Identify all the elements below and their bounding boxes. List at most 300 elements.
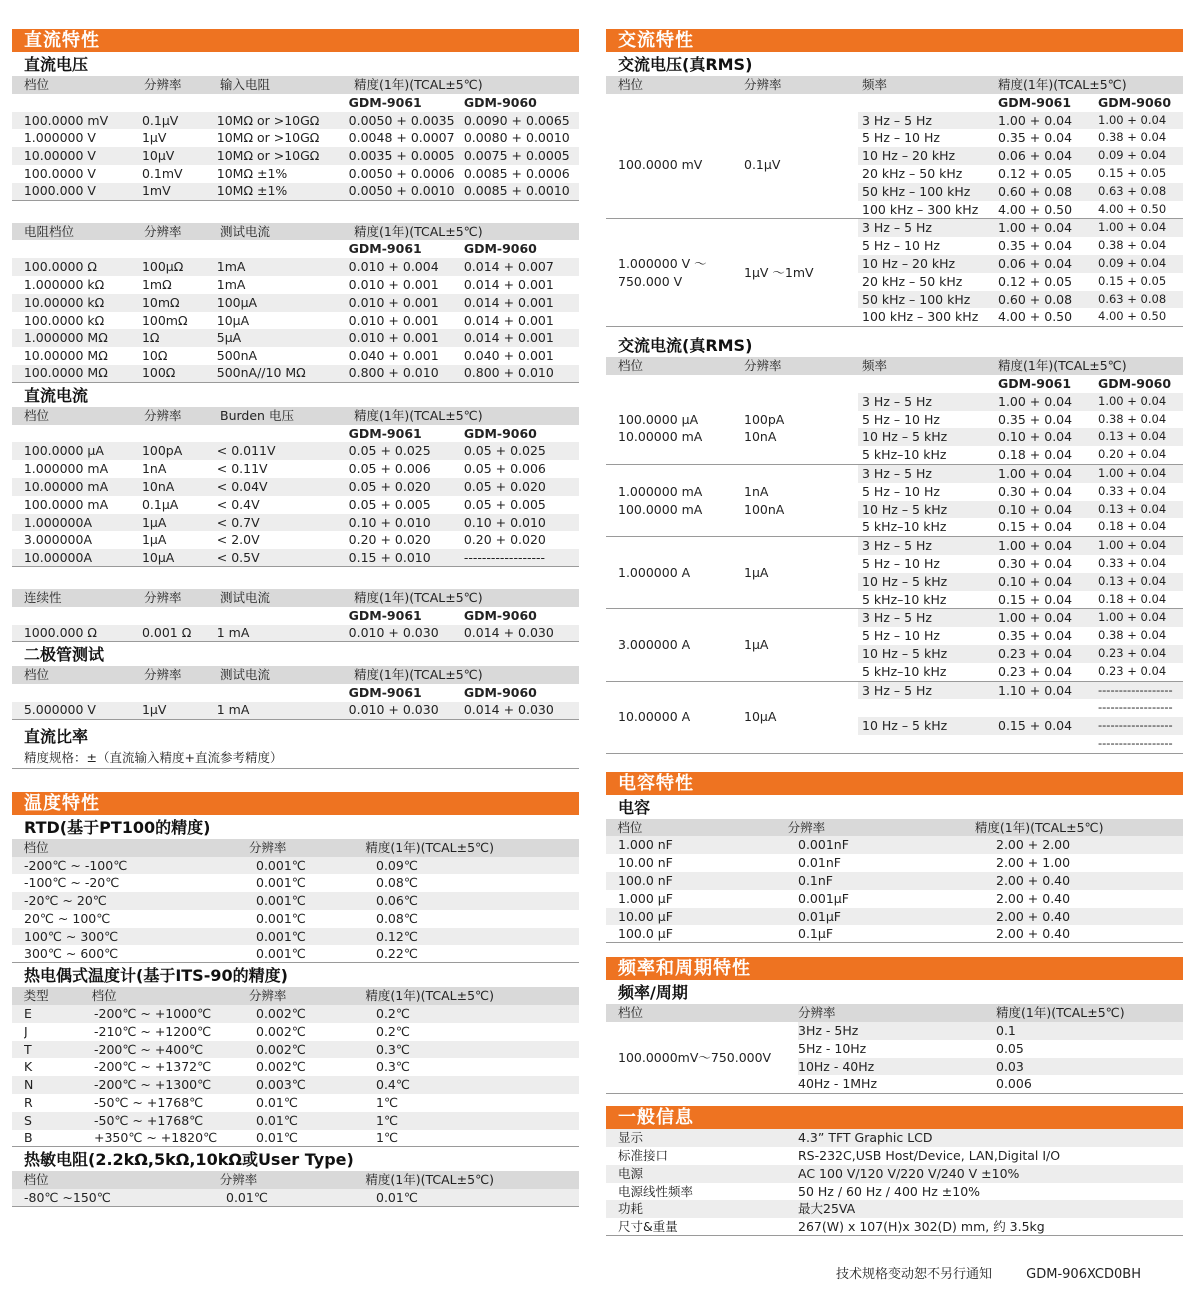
table-cell: 0.800 + 0.010 <box>463 365 554 381</box>
table-cell: < 0.4V <box>216 496 260 512</box>
table-cell: -50℃ ~ +1768℃ <box>94 1095 204 1111</box>
table-cell: 1mA <box>216 259 246 275</box>
freq-band: 3 Hz – 5 Hz <box>862 610 932 626</box>
rtd-table <box>12 839 579 964</box>
table-cell: 0.014 + 0.001 <box>463 330 554 346</box>
column-header: 精度(1年)(TCAL±5℃) <box>998 77 1127 92</box>
table-cell: 100.0000 V <box>23 165 96 181</box>
range-value: 10.00000 mA <box>618 429 703 445</box>
table-cell: 0.1μA <box>141 496 179 512</box>
column-header: 分辨率 <box>144 223 182 239</box>
range-value: 10.00000 A <box>618 709 691 725</box>
column-header: 档位 <box>23 1172 49 1188</box>
column-header: 分辨率 <box>787 819 826 835</box>
table-row <box>12 874 579 892</box>
table-cell: N <box>24 1077 34 1093</box>
table-cell: 0.001℃ <box>256 910 306 926</box>
accuracy-9061: 0.35 + 0.04 <box>998 628 1073 644</box>
table-cell: 0.01℃ <box>256 1130 298 1146</box>
freq-band: 5 Hz – 10 Hz <box>862 411 940 427</box>
model-name: GDM-9061 <box>348 241 422 257</box>
table-cell: 0.010 + 0.030 <box>348 625 439 641</box>
table-cell: < 2.0V <box>216 532 260 548</box>
freq-band: 10 Hz – 5 kHz <box>862 718 948 734</box>
table-cell: -200℃ ~ +1372℃ <box>94 1059 212 1075</box>
table-row <box>12 460 579 478</box>
table-cell: 100pA <box>141 443 183 459</box>
table-cell: 0.3℃ <box>376 1041 410 1057</box>
column-header: 精度(1年)(TCAL±5℃) <box>365 839 494 855</box>
column-header: 分辨率 <box>144 77 182 92</box>
freq-row <box>858 483 1183 501</box>
table-cell: 0.0050 + 0.0035 <box>348 112 455 128</box>
freq-row <box>798 1075 1183 1093</box>
table-cell: 1 mA <box>216 702 250 718</box>
ac-voltage-title: 交流电压(真RMS) <box>618 55 753 74</box>
accuracy-9060: 1.00 + 0.04 <box>1098 538 1167 553</box>
accuracy-9061: 0.06 + 0.04 <box>998 148 1073 164</box>
column-header: 精度(1年)(TCAL±5℃) <box>354 589 483 605</box>
freq-row <box>858 645 1183 663</box>
table-cell: 100.0000 mV <box>23 112 109 128</box>
table-row <box>12 112 579 130</box>
table-cell: 0.001℃ <box>256 857 306 873</box>
freq-row <box>858 573 1183 591</box>
dc-section-header: 直流特性 <box>12 29 579 52</box>
freq-band: 5 kHz–10 kHz <box>862 519 947 535</box>
resolution-value: 100pA <box>744 411 785 427</box>
ac-current-title: 交流电流(真RMS) <box>618 336 753 356</box>
table-cell: 0.003℃ <box>256 1077 306 1093</box>
table-cell: +350℃ ~ +1820℃ <box>94 1130 218 1146</box>
table-cell: 1mA <box>216 276 246 292</box>
table-cell: 1.000 nF <box>618 837 673 853</box>
freq-band: 5 Hz – 10 Hz <box>862 628 940 644</box>
table-cell: 0.22℃ <box>376 945 418 961</box>
freq-row <box>858 428 1183 446</box>
freq-band: 50 kHz – 100 kHz <box>862 183 971 199</box>
table-row <box>12 312 579 330</box>
table-cell: 1nA <box>141 461 167 477</box>
table-cell: 1μV <box>141 130 167 146</box>
ac-current-table <box>606 357 1183 754</box>
dc-ratio-text: 精度规格：±（直流输入精度+直流参考精度） <box>12 748 579 769</box>
resistance-table <box>12 223 579 383</box>
table-cell: 10μA <box>216 312 250 328</box>
model-name: GDM-9060 <box>463 241 537 257</box>
accuracy-9060: 1.00 + 0.04 <box>1098 610 1167 625</box>
accuracy-9061: 0.10 + 0.04 <box>998 501 1073 517</box>
freq-band: 5 Hz – 10 Hz <box>862 130 940 146</box>
freq-row <box>858 518 1183 536</box>
table-cell: K <box>24 1059 33 1075</box>
table-cell: -200℃ ~ +1300℃ <box>94 1077 212 1093</box>
cap-section-header: 电容特性 <box>606 772 1183 795</box>
info-row <box>606 1129 1183 1147</box>
table-header-row <box>12 223 579 241</box>
table-cell: 0.800 + 0.010 <box>348 365 439 381</box>
table-row <box>12 442 579 460</box>
table-cell: 0.06℃ <box>376 893 418 909</box>
table-cell: 0.08℃ <box>376 910 418 926</box>
table-cell: 100μA <box>216 294 258 310</box>
freq-band: 10 Hz – 20 kHz <box>862 148 956 164</box>
freq-band: 10 Hz – 5 kHz <box>862 501 948 517</box>
table-row <box>12 1041 579 1059</box>
info-row <box>606 1165 1183 1183</box>
table-cell: B <box>24 1130 33 1146</box>
column-header: 档位 <box>618 1005 644 1021</box>
freq-band: 3Hz - 5Hz <box>798 1023 859 1039</box>
accuracy-9061: 1.00 + 0.04 <box>998 465 1073 481</box>
freq-band: 50 kHz – 100 kHz <box>862 291 971 307</box>
table-cell: 300℃ ~ 600℃ <box>24 945 119 961</box>
table-cell: 10.00000 V <box>23 148 96 164</box>
freq-band: 5 Hz – 10 Hz <box>862 555 940 571</box>
table-cell: 0.002℃ <box>256 1006 306 1022</box>
table-cell: 100Ω <box>141 365 176 381</box>
freq-row <box>858 165 1183 183</box>
table-cell: 0.01nF <box>798 855 841 871</box>
table-row <box>12 702 579 720</box>
table-cell: 1℃ <box>376 1095 398 1111</box>
table-cell: -100℃ ~ -20℃ <box>24 875 120 891</box>
table-row <box>12 857 579 875</box>
range-block <box>606 219 1183 327</box>
freq-row <box>858 237 1183 255</box>
table-cell: 100.0 nF <box>618 873 673 889</box>
freq-row <box>858 308 1183 326</box>
diode-table <box>12 666 579 719</box>
table-cell: 0.10 + 0.010 <box>348 514 431 530</box>
column-header: 频率 <box>862 358 888 374</box>
table-cell: 0.08℃ <box>376 875 418 891</box>
info-label: 电源 <box>618 1165 644 1181</box>
accuracy-9060: 0.23 + 0.04 <box>1098 663 1167 678</box>
table-row <box>12 1076 579 1094</box>
column-header: 分辨率 <box>744 358 782 374</box>
column-header: 精度(1年)(TCAL±5℃) <box>354 77 483 92</box>
table-row <box>12 625 579 643</box>
table-cell: 0.09℃ <box>376 857 418 873</box>
continuity-table <box>12 589 579 642</box>
table-cell: -20℃ ~ 20℃ <box>24 893 107 909</box>
temp-section-header: 温度特性 <box>12 792 579 815</box>
table-cell: 10MΩ or >10GΩ <box>216 148 320 164</box>
accuracy-9060: ------------------ <box>1098 700 1173 715</box>
accuracy-9061: 1.10 + 0.04 <box>998 682 1073 698</box>
table-row <box>12 496 579 514</box>
dc-current-table <box>12 407 579 567</box>
accuracy-9061: 4.00 + 0.50 <box>998 309 1073 325</box>
table-cell: 1.000000 mA <box>23 461 109 477</box>
table-row <box>12 1112 579 1130</box>
accuracy-9060: 0.63 + 0.08 <box>1098 291 1167 306</box>
range-block <box>606 112 1183 220</box>
table-cell: 0.10 + 0.010 <box>463 514 546 530</box>
table-cell: 0.001℃ <box>256 945 306 961</box>
table-cell: 0.1nF <box>798 873 833 889</box>
table-cell: 1mV <box>141 183 171 199</box>
freq-row <box>858 699 1183 717</box>
accuracy-9060: ------------------ <box>1098 718 1173 733</box>
freq-band: 5Hz - 10Hz <box>798 1040 867 1056</box>
range-value: 3.000000 A <box>618 637 691 652</box>
dc-ratio-title: 直流比率 <box>24 726 89 746</box>
accuracy-9060: 0.18 + 0.04 <box>1098 591 1167 606</box>
table-cell: < 0.11V <box>216 461 268 477</box>
table-cell: < 0.011V <box>216 443 276 459</box>
accuracy-9060: 0.15 + 0.05 <box>1098 165 1167 180</box>
table-cell: 0.002℃ <box>256 1023 306 1039</box>
info-row <box>606 1218 1183 1236</box>
table-row <box>606 925 1183 943</box>
footer <box>836 1266 1141 1284</box>
table-row <box>12 910 579 928</box>
table-cell: 100.0000 mA <box>23 496 109 512</box>
table-header-row <box>12 76 579 94</box>
column-header: 档位 <box>24 407 50 423</box>
accuracy-9061: 0.35 + 0.04 <box>998 130 1073 146</box>
table-cell: 0.1mV <box>141 165 183 181</box>
table-cell: 0.014 + 0.030 <box>463 702 554 718</box>
accuracy-9061: 0.12 + 0.05 <box>998 273 1073 289</box>
model-header-row <box>12 425 579 443</box>
info-label: 标准接口 <box>618 1148 669 1164</box>
table-row <box>606 872 1183 890</box>
column-header: 分辨率 <box>248 988 287 1004</box>
table-cell: S <box>24 1112 32 1128</box>
freq-row <box>858 273 1183 291</box>
table-row <box>12 549 579 567</box>
freq-row <box>858 735 1183 753</box>
table-row <box>12 276 579 294</box>
freq-row <box>858 446 1183 464</box>
freq-row <box>858 663 1183 681</box>
table-cell: 0.001℃ <box>256 875 306 891</box>
info-value: RS-232C,USB Host/Device, LAN,Digital I/O <box>798 1148 1061 1164</box>
freq-band: 5 kHz–10 kHz <box>862 663 947 679</box>
table-cell: 10.00 nF <box>618 855 673 871</box>
table-cell: < 0.7V <box>216 514 260 530</box>
column-header: 输入电阻 <box>220 77 271 92</box>
info-row <box>606 1147 1183 1165</box>
table-cell: 10Ω <box>141 348 168 364</box>
accuracy: 0.006 <box>996 1076 1032 1092</box>
column-header: 分辨率 <box>144 407 182 423</box>
table-cell: 10MΩ or >10GΩ <box>216 130 320 146</box>
table-cell: 100.0000 kΩ <box>23 312 105 328</box>
accuracy-9061: 0.30 + 0.04 <box>998 555 1073 571</box>
column-header: 档位 <box>617 819 643 835</box>
table-cell: 3.000000A <box>23 532 93 548</box>
accuracy: 0.1 <box>996 1023 1016 1039</box>
table-row <box>12 329 579 347</box>
info-row <box>606 1183 1183 1201</box>
freq-band: 5 kHz–10 kHz <box>862 591 947 607</box>
accuracy-9060: 0.09 + 0.04 <box>1098 148 1167 163</box>
info-value: 4.3” TFT Graphic LCD <box>798 1130 933 1146</box>
table-cell: 0.01℃ <box>256 1112 298 1128</box>
accuracy-9061: 0.23 + 0.04 <box>998 663 1073 679</box>
table-row <box>606 908 1183 926</box>
table-cell: 0.002℃ <box>256 1041 306 1057</box>
table-cell: 20℃ ~ 100℃ <box>24 910 111 926</box>
table-header-row <box>12 666 579 684</box>
accuracy-9061: 0.15 + 0.04 <box>998 591 1073 607</box>
range-value: 100.0000 mV <box>618 157 703 173</box>
table-cell: 1Ω <box>141 330 160 346</box>
table-cell: 10.00000A <box>23 549 93 565</box>
table-cell: 100.0 μF <box>618 925 673 941</box>
column-header: 连续性 <box>24 589 62 605</box>
info-label: 显示 <box>618 1130 644 1146</box>
table-cell: 0.2℃ <box>376 1023 410 1039</box>
capacitance-table <box>606 819 1183 944</box>
table-header-row <box>606 1004 1183 1022</box>
table-cell: 0.001℃ <box>256 928 306 944</box>
table-cell: < 0.04V <box>216 478 268 494</box>
table-cell: 0.014 + 0.030 <box>463 625 554 641</box>
thermistor-title: 热敏电阻(2.2kΩ,5kΩ,10kΩ或User Type) <box>24 1150 354 1170</box>
table-cell: 0.001nF <box>798 837 849 853</box>
accuracy-9061: 0.12 + 0.05 <box>998 165 1073 181</box>
table-cell: 0.1μV <box>141 112 179 128</box>
accuracy-9060: 0.13 + 0.04 <box>1098 429 1167 444</box>
table-cell: 0.05 + 0.005 <box>348 496 431 512</box>
table-cell: 2.00 + 0.40 <box>996 925 1071 941</box>
accuracy-9061: 0.60 + 0.08 <box>998 183 1073 199</box>
table-cell: 0.0080 + 0.0010 <box>463 130 570 146</box>
table-row <box>12 183 579 201</box>
accuracy-9061: 0.06 + 0.04 <box>998 255 1073 271</box>
column-header: 档位 <box>24 77 50 92</box>
table-cell: 1℃ <box>376 1130 398 1146</box>
table-cell: 5μA <box>216 330 242 346</box>
table-cell: 2.00 + 2.00 <box>996 837 1071 853</box>
freq-row <box>858 201 1183 219</box>
accuracy-9061: 1.00 + 0.04 <box>998 538 1073 554</box>
column-header: 精度(1年)(TCAL±5℃) <box>365 1172 494 1188</box>
accuracy-9061: 0.15 + 0.04 <box>998 718 1073 734</box>
info-value: 267(W) x 107(H)x 302(D) mm, 约 3.5kg <box>798 1218 1045 1234</box>
accuracy-9061: 0.18 + 0.04 <box>998 447 1073 463</box>
table-cell: 100.0000 Ω <box>23 259 97 275</box>
table-cell: 0.01℃ <box>226 1189 268 1205</box>
table-cell: 0.010 + 0.030 <box>348 702 439 718</box>
cap-title: 电容 <box>618 797 651 817</box>
table-cell: 0.01℃ <box>256 1095 298 1111</box>
column-header: 精度(1年)(TCAL±5℃) <box>354 407 483 423</box>
model-name: GDM-9061 <box>998 375 1072 391</box>
frequency-table <box>606 1004 1183 1094</box>
table-cell: 10MΩ ±1% <box>216 183 288 199</box>
column-header: 档位 <box>91 988 117 1004</box>
table-cell: 1μV <box>141 702 167 718</box>
freq-band: 5 Hz – 10 Hz <box>862 483 940 499</box>
freq-row <box>858 219 1183 237</box>
table-cell: 0.001μF <box>798 890 849 906</box>
accuracy-9060: ------------------ <box>1098 735 1173 750</box>
range-block <box>606 609 1183 681</box>
model-header-row <box>606 375 1183 393</box>
table-cell: R <box>24 1095 33 1111</box>
freq-band: 3 Hz – 5 Hz <box>862 220 932 236</box>
accuracy-9060: 0.63 + 0.08 <box>1098 183 1167 198</box>
table-cell: 1.000000 MΩ <box>23 330 108 346</box>
accuracy-9060: 4.00 + 0.50 <box>1098 201 1167 216</box>
freq-section-header: 频率和周期特性 <box>606 957 1183 980</box>
freq-band: 5 kHz–10 kHz <box>862 447 947 463</box>
freq-band: 20 kHz – 50 kHz <box>862 165 963 181</box>
model-name: GDM-9060 <box>1098 94 1172 110</box>
model-header-row <box>12 607 579 625</box>
freq-row <box>798 1058 1183 1076</box>
table-cell: 0.01℃ <box>376 1189 418 1205</box>
freq-row <box>858 465 1183 483</box>
range-value: 1.000000 mA <box>618 483 703 499</box>
table-cell: 0.010 + 0.001 <box>348 312 439 328</box>
table-cell: -210℃ ~ +1200℃ <box>94 1023 212 1039</box>
accuracy-9061: 0.15 + 0.04 <box>998 519 1073 535</box>
resolution-value: 1μV ～1mV <box>744 264 814 280</box>
column-header: 分辨率 <box>798 1005 836 1021</box>
table-row <box>12 129 579 147</box>
table-cell: < 0.5V <box>216 549 260 565</box>
freq-row <box>798 1040 1183 1058</box>
table-header-row <box>12 987 579 1005</box>
table-row <box>12 1023 579 1041</box>
table-row <box>12 1094 579 1112</box>
table-cell: 0.0090 + 0.0065 <box>463 112 570 128</box>
info-label: 电源线性频率 <box>618 1183 694 1199</box>
freq-row <box>858 609 1183 627</box>
table-header-row <box>606 76 1183 94</box>
column-header: 档位 <box>24 667 50 683</box>
accuracy-9061: 4.00 + 0.50 <box>998 201 1073 217</box>
freq-band: 20 kHz – 50 kHz <box>862 273 963 289</box>
info-label: 功耗 <box>618 1201 644 1217</box>
table-cell: 0.05 + 0.020 <box>463 478 546 494</box>
freq-row <box>858 717 1183 735</box>
table-cell: 1℃ <box>376 1112 398 1128</box>
right-column <box>606 29 1183 1236</box>
accuracy-9061: 0.23 + 0.04 <box>998 645 1073 661</box>
table-cell: 0.20 + 0.020 <box>463 532 546 548</box>
table-cell: 0.2℃ <box>376 1006 410 1022</box>
model-name: GDM-9061 <box>998 94 1072 110</box>
model-name: GDM-9061 <box>348 94 422 110</box>
model-name: GDM-9060 <box>463 685 537 701</box>
diode-title: 二极管测试 <box>24 645 105 665</box>
dc-voltage-table <box>12 76 579 201</box>
table-cell: 0.002℃ <box>256 1059 306 1075</box>
freq-row <box>858 537 1183 555</box>
column-header: 分辨率 <box>248 839 287 855</box>
resolution-value: 100nA <box>744 501 785 517</box>
table-cell: 0.0085 + 0.0006 <box>463 165 570 181</box>
column-header: 精度(1年)(TCAL±5℃) <box>998 358 1127 374</box>
range-block <box>606 537 1183 609</box>
table-cell: 0.014 + 0.001 <box>463 294 554 310</box>
table-cell: 1 mA <box>216 625 250 641</box>
model-header-row <box>12 684 579 702</box>
model-name: GDM-9061 <box>348 607 422 623</box>
column-header: 测试电流 <box>220 223 271 239</box>
table-cell: 2.00 + 0.40 <box>996 890 1071 906</box>
freq-row <box>858 147 1183 165</box>
table-cell: 10MΩ or >10GΩ <box>216 112 320 128</box>
